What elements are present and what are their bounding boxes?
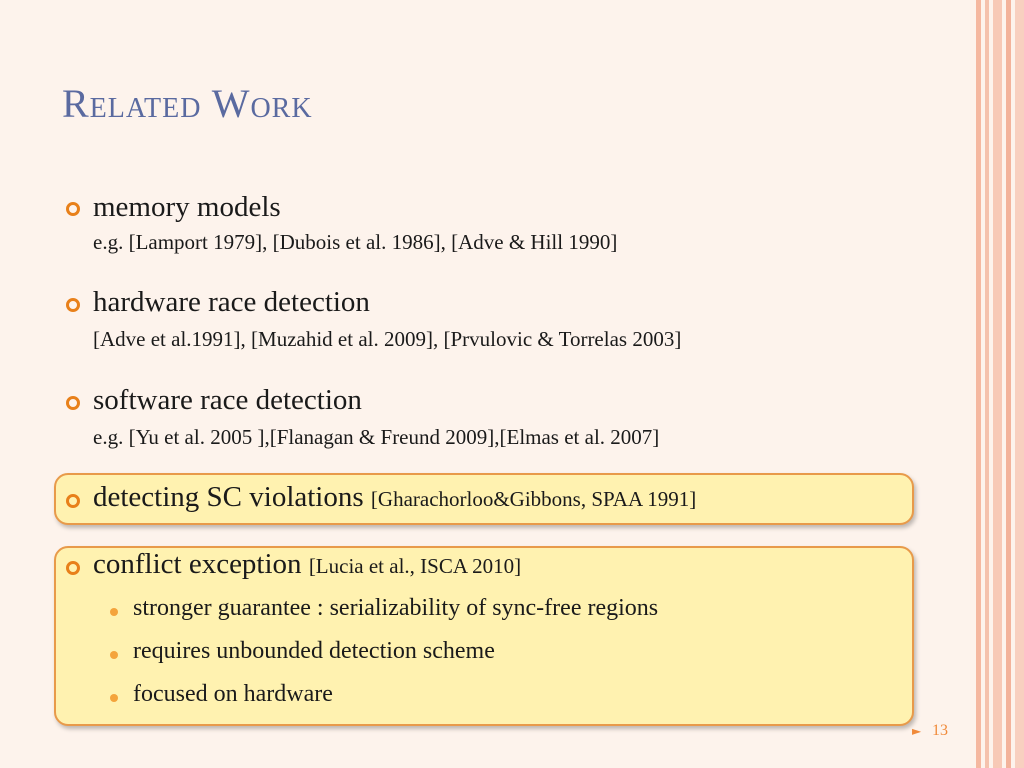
item-heading: conflict exception [93, 548, 302, 580]
circle-bullet-icon [66, 202, 80, 216]
item-heading-line [93, 548, 521, 581]
stripe [976, 0, 981, 768]
stripe [985, 0, 989, 768]
sub-item: requires unbounded detection scheme [133, 638, 495, 664]
item-heading: memory models [93, 191, 281, 223]
item-detail: e.g. [Lamport 1979], [Dubois et al. 1986], [Adve & Hill 1990] [93, 230, 618, 254]
slide-title: Related Work [62, 81, 313, 126]
item-heading: hardware race detection [93, 286, 370, 318]
item-detail: e.g. [Yu et al. 2005 ],[Flanagan & Freund 2009],[Elmas et al. 2007] [93, 425, 660, 449]
stripe [1015, 0, 1024, 768]
circle-bullet-icon [66, 494, 80, 508]
stripe [1006, 0, 1011, 768]
sub-item: focused on hardware [133, 681, 333, 707]
circle-bullet-icon [66, 396, 80, 410]
dot-bullet-icon [110, 651, 118, 659]
circle-bullet-icon [66, 561, 80, 575]
stripe [993, 0, 1002, 768]
item-detail: [Adve et al.1991], [Muzahid et al. 2009], [Prvulovic & Torrelas 2003] [93, 327, 682, 351]
dot-bullet-icon [110, 694, 118, 702]
page-number: 13 [932, 722, 948, 739]
item-heading: detecting SC violations [93, 481, 364, 513]
item-heading: software race detection [93, 384, 362, 416]
dot-bullet-icon [110, 608, 118, 616]
sub-item: stronger guarantee : serializability of sync-free regions [133, 595, 659, 621]
item-detail: [Gharachorloo&Gibbons, SPAA 1991] [370, 487, 697, 511]
item-detail: [Lucia et al., ISCA 2010] [308, 554, 522, 578]
triangle-right-icon: ► [912, 724, 922, 738]
circle-bullet-icon [66, 298, 80, 312]
decorative-stripes [976, 0, 1024, 768]
item-heading-line [93, 481, 696, 514]
